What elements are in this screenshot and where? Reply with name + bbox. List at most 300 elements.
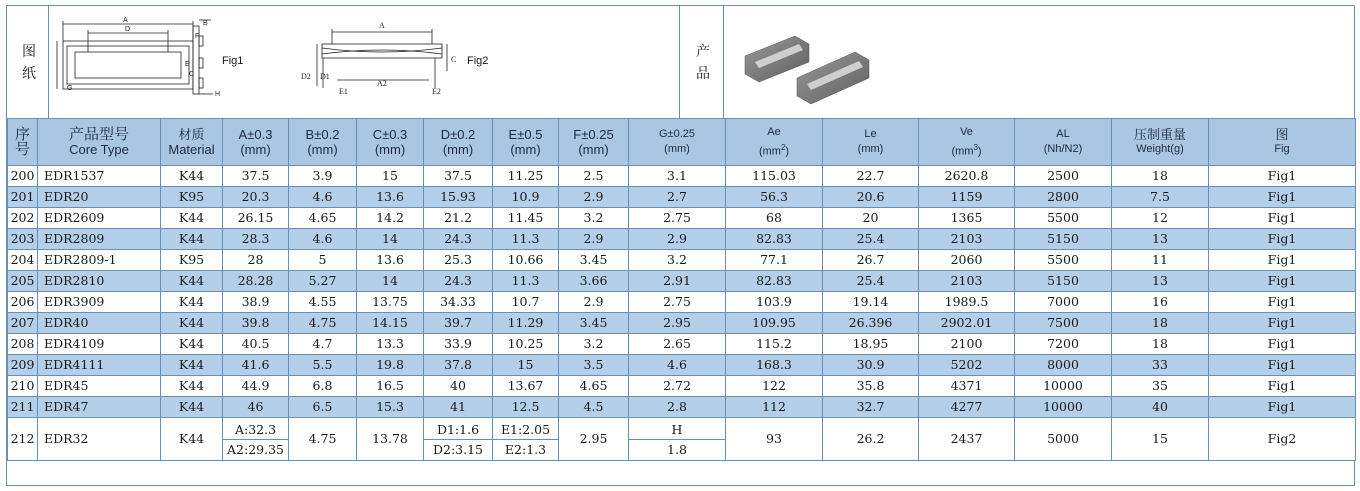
cell-a: 26.15 — [223, 208, 289, 229]
table-row — [8, 355, 1356, 376]
table-row — [8, 187, 1356, 208]
cell-ve: 2902.01 — [919, 313, 1015, 334]
cell-le: 18.95 — [823, 334, 919, 355]
cell-ve: 5202 — [919, 355, 1015, 376]
cell-f: 3.45 — [559, 250, 629, 271]
header-line: Le — [864, 128, 877, 140]
cell-d: 15.93 — [424, 187, 493, 208]
cell-ve: 2100 — [919, 334, 1015, 355]
header-line: F±0.25 — [573, 127, 614, 142]
cell-weight: 18 — [1112, 313, 1209, 334]
cell-c: 14.2 — [357, 208, 424, 229]
col-header-no — [8, 119, 38, 166]
cell-f: 3.66 — [559, 271, 629, 292]
cell-e: 11.29 — [493, 313, 559, 334]
header-line: G±0.25 — [658, 128, 695, 140]
cell-le: 25.4 — [823, 271, 919, 292]
cell-ae: 115.03 — [726, 166, 823, 187]
cell-a — [223, 418, 289, 461]
cell-ae: 122 — [726, 376, 823, 397]
table-row — [8, 208, 1356, 229]
header-line: (Nh/N2) — [1043, 143, 1083, 155]
cell-e: 12.5 — [493, 397, 559, 418]
cell-c: 14 — [357, 271, 424, 292]
cell-f: 2.9 — [559, 292, 629, 313]
cell-le: 25.4 — [823, 229, 919, 250]
cell-d: 41 — [424, 397, 493, 418]
header-line: Ae — [767, 125, 781, 138]
col-header-weight — [1112, 119, 1209, 166]
cell-a: 20.3 — [223, 187, 289, 208]
cell-ve: 4277 — [919, 397, 1015, 418]
col-header-f — [559, 119, 629, 166]
table-row — [8, 334, 1356, 355]
cell-d: 37.5 — [424, 166, 493, 187]
cell-f: 2.9 — [559, 229, 629, 250]
cell-f: 2.95 — [559, 418, 629, 461]
header-unit-close: ) — [785, 145, 790, 158]
cell-ve: 1365 — [919, 208, 1015, 229]
cell-f: 3.2 — [559, 334, 629, 355]
cell-no: 203 — [8, 229, 38, 250]
cell-c: 13.3 — [357, 334, 424, 355]
cell-ve: 2620.8 — [919, 166, 1015, 187]
table-header-row — [8, 119, 1356, 166]
cell-core-type: EDR2809-1 — [38, 250, 161, 271]
cell-c: 14.15 — [357, 313, 424, 334]
cell-c: 15 — [357, 166, 424, 187]
cell-g: 2.75 — [629, 292, 726, 313]
fig1-dim-label: B — [203, 20, 208, 27]
header-line: AL — [1056, 128, 1070, 140]
fig1-dim-label: E — [185, 61, 190, 68]
cell-ae: 103.9 — [726, 292, 823, 313]
table-row — [8, 250, 1356, 271]
col-header-a — [223, 119, 289, 166]
header-line: Fig — [1274, 143, 1290, 155]
cell-a: 44.9 — [223, 376, 289, 397]
cell-weight: 15 — [1112, 418, 1209, 461]
cell-b: 5.5 — [289, 355, 357, 376]
cell-c: 13.75 — [357, 292, 424, 313]
cell-f: 3.5 — [559, 355, 629, 376]
cell-b: 4.7 — [289, 334, 357, 355]
header-line: Material — [168, 142, 215, 157]
cell-e: 15 — [493, 355, 559, 376]
cell-core-type: EDR2810 — [38, 271, 161, 292]
col-header-g — [629, 119, 726, 166]
cell-g: 3.2 — [629, 250, 726, 271]
cell-le: 26.7 — [823, 250, 919, 271]
table-row — [8, 292, 1356, 313]
header-line — [919, 140, 1014, 160]
table-row — [8, 313, 1356, 334]
cell-no: 209 — [8, 355, 38, 376]
cell-core-type: EDR40 — [38, 313, 161, 334]
spec-sheet — [6, 5, 1355, 486]
cell-ve: 2103 — [919, 271, 1015, 292]
cell-material: K95 — [161, 187, 223, 208]
header-line: Core Type — [69, 142, 129, 157]
header-line: E±0.5 — [508, 127, 543, 142]
cell-no: 205 — [8, 271, 38, 292]
cell-fig: Fig1 — [1209, 271, 1356, 292]
cell-d: 24.3 — [424, 229, 493, 250]
col-header-le — [823, 119, 919, 166]
header-sup: 2 — [780, 142, 786, 152]
fig1-label: Fig1 — [222, 55, 244, 67]
cell-ve: 4371 — [919, 376, 1015, 397]
cell-b: 4.75 — [289, 313, 357, 334]
cell-g: 2.72 — [629, 376, 726, 397]
cell-core-type: EDR47 — [38, 397, 161, 418]
fig2-dim-label: D1 — [320, 72, 330, 81]
cell-weight: 35 — [1112, 376, 1209, 397]
cell-no: 200 — [8, 166, 38, 187]
cell-g1: H — [671, 421, 683, 437]
fig1-drawing — [53, 16, 233, 101]
cell-g: 2.8 — [629, 397, 726, 418]
cell-le: 30.9 — [823, 355, 919, 376]
cell-b: 4.6 — [289, 229, 357, 250]
cell-f: 3.45 — [559, 313, 629, 334]
cell-c: 16.5 — [357, 376, 424, 397]
header-line: (mm) — [240, 142, 271, 157]
cell-core-type: EDR3909 — [38, 292, 161, 313]
header-line: 压制重量 — [1133, 127, 1186, 142]
cell-a: 40.5 — [223, 334, 289, 355]
cell-weight: 13 — [1112, 229, 1209, 250]
cell-al: 10000 — [1015, 376, 1112, 397]
cell-d: 34.33 — [424, 292, 493, 313]
fig1-dim-label: H — [215, 91, 221, 98]
col-header-e — [493, 119, 559, 166]
cell-g: 3.1 — [629, 166, 726, 187]
cell-e: 10.66 — [493, 250, 559, 271]
cell-weight: 16 — [1112, 292, 1209, 313]
col-header-c — [357, 119, 424, 166]
cell-a: 41.6 — [223, 355, 289, 376]
cell-le: 32.7 — [823, 397, 919, 418]
cell-e: 10.7 — [493, 292, 559, 313]
header-line — [726, 140, 822, 160]
cell-weight: 33 — [1112, 355, 1209, 376]
cell-g: 2.65 — [629, 334, 726, 355]
cell-le: 26.396 — [823, 313, 919, 334]
cell-material: K44 — [161, 313, 223, 334]
cell-g — [629, 418, 726, 461]
cell-core-type: EDR4109 — [38, 334, 161, 355]
cell-material: K44 — [161, 229, 223, 250]
header-line: (mm) — [442, 142, 474, 157]
cell-b: 3.9 — [289, 166, 357, 187]
cell-d — [424, 418, 493, 461]
cell-fig: Fig1 — [1209, 313, 1356, 334]
cell-e: 11.3 — [493, 271, 559, 292]
cell-ae: 68 — [726, 208, 823, 229]
cell-al: 5150 — [1015, 271, 1112, 292]
cell-d: 37.8 — [424, 355, 493, 376]
drawing-label-char: 纸 — [22, 65, 36, 81]
cell-material: K44 — [161, 334, 223, 355]
col-header-d — [424, 119, 493, 166]
cell-fig: Fig1 — [1209, 355, 1356, 376]
header-line: B±0.2 — [305, 127, 340, 142]
cell-le: 20 — [823, 208, 919, 229]
cell-a: 28.28 — [223, 271, 289, 292]
header-unit: (mm — [758, 145, 781, 158]
cell-ve: 2437 — [919, 418, 1015, 461]
cell-fig: Fig1 — [1209, 376, 1356, 397]
header-line: Ve — [960, 125, 973, 138]
cell-core-type: EDR2809 — [38, 229, 161, 250]
cell-core-type: EDR4111 — [38, 355, 161, 376]
cell-ae: 112 — [726, 397, 823, 418]
cell-material: K44 — [161, 397, 223, 418]
cell-b: 5 — [289, 250, 357, 271]
cell-core-type: EDR32 — [38, 418, 161, 461]
header-unit-close: ) — [977, 145, 982, 158]
cell-weight: 18 — [1112, 166, 1209, 187]
cell-fig: Fig1 — [1209, 292, 1356, 313]
cell-a: 28 — [223, 250, 289, 271]
cell-fig: Fig1 — [1209, 334, 1356, 355]
cell-fig: Fig1 — [1209, 250, 1356, 271]
cell-b: 4.75 — [289, 418, 357, 461]
header-line: 序 — [14, 126, 30, 143]
cell-c: 14 — [357, 229, 424, 250]
cell-material: K44 — [161, 355, 223, 376]
col-header-fig — [1209, 119, 1356, 166]
table-row — [8, 229, 1356, 250]
cell-no: 210 — [8, 376, 38, 397]
cell-le: 35.8 — [823, 376, 919, 397]
fig2-dim-label: E2 — [432, 87, 441, 96]
cell-weight: 40 — [1112, 397, 1209, 418]
cell-f: 4.65 — [559, 376, 629, 397]
cell-al: 7000 — [1015, 292, 1112, 313]
cell-g: 2.91 — [629, 271, 726, 292]
cell-c: 15.3 — [357, 397, 424, 418]
cell-ae: 115.2 — [726, 334, 823, 355]
cell-weight: 7.5 — [1112, 187, 1209, 208]
cell-c: 13.6 — [357, 250, 424, 271]
cell-no: 211 — [8, 397, 38, 418]
cell-c: 13.78 — [357, 418, 424, 461]
header-line: (mm) — [664, 143, 690, 155]
fig2-dim-label: E1 — [339, 87, 348, 96]
cell-le: 26.2 — [823, 418, 919, 461]
fig2-dim-label: A2 — [377, 79, 387, 88]
drawing-label — [17, 40, 41, 84]
cell-weight: 18 — [1112, 334, 1209, 355]
cell-material: K44 — [161, 166, 223, 187]
cell-core-type: EDR1537 — [38, 166, 161, 187]
cell-no: 201 — [8, 187, 38, 208]
fig1-dim-label: C — [189, 71, 195, 78]
col-header-material — [161, 119, 223, 166]
fig1-dim-label: A — [123, 17, 128, 24]
cell-al: 7500 — [1015, 313, 1112, 334]
header-line: C±0.3 — [372, 127, 408, 142]
cell-b: 4.55 — [289, 292, 357, 313]
cell-d: 24.3 — [424, 271, 493, 292]
cell-g2: 1.8 — [629, 439, 725, 459]
col-header-core-type — [38, 119, 161, 166]
cell-fig: Fig1 — [1209, 229, 1356, 250]
cell-weight: 11 — [1112, 250, 1209, 271]
cell-al: 2500 — [1015, 166, 1112, 187]
cell-g: 2.9 — [629, 229, 726, 250]
header-line: 图 — [1275, 127, 1289, 142]
table-row — [8, 271, 1356, 292]
header-line: (mm) — [857, 143, 884, 155]
cell-le: 20.6 — [823, 187, 919, 208]
cell-e2: E2:1.3 — [493, 439, 558, 459]
header-line: Weight(g) — [1136, 143, 1184, 155]
cell-ae: 77.1 — [726, 250, 823, 271]
cell-e: 11.45 — [493, 208, 559, 229]
cell-weight: 13 — [1112, 271, 1209, 292]
col-header-al — [1015, 119, 1112, 166]
product-label-char: 产 — [696, 43, 710, 59]
cell-a2: A2:29.35 — [223, 439, 288, 459]
cell-e1: E1:2.05 — [500, 421, 551, 437]
cell-a: 37.5 — [223, 166, 289, 187]
cell-no: 206 — [8, 292, 38, 313]
cell-f: 4.5 — [559, 397, 629, 418]
header-line: (mm) — [510, 142, 541, 157]
cell-al: 5000 — [1015, 418, 1112, 461]
product-photo — [737, 34, 877, 109]
cell-material: K44 — [161, 271, 223, 292]
cell-material: K44 — [161, 418, 223, 461]
cell-core-type: EDR45 — [38, 376, 161, 397]
cell-a1: A:32.3 — [234, 421, 277, 437]
fig2-dim-label: A — [379, 21, 385, 30]
header-line: 材质 — [178, 127, 205, 142]
fig1-dim-label: D — [125, 26, 131, 33]
header-line: A±0.3 — [238, 127, 273, 142]
header-line: 号 — [14, 141, 30, 158]
cell-ae: 82.83 — [726, 271, 823, 292]
cell-d: 39.7 — [424, 313, 493, 334]
header-line: (mm) — [374, 142, 406, 157]
product-label-char: 品 — [696, 65, 710, 81]
cell-fig: Fig1 — [1209, 208, 1356, 229]
cell-ae: 56.3 — [726, 187, 823, 208]
header-line: (mm) — [307, 142, 338, 157]
cell-le: 22.7 — [823, 166, 919, 187]
table-row — [8, 166, 1356, 187]
cell-c: 19.8 — [357, 355, 424, 376]
cell-material: K44 — [161, 376, 223, 397]
cell-f: 2.9 — [559, 187, 629, 208]
cell-d2: D2:3.15 — [424, 439, 492, 459]
cell-no: 204 — [8, 250, 38, 271]
cell-ae: 168.3 — [726, 355, 823, 376]
cell-no: 212 — [8, 418, 38, 461]
col-header-ae — [726, 119, 823, 166]
cell-ae: 109.95 — [726, 313, 823, 334]
col-header-ve — [919, 119, 1015, 166]
table-row — [8, 376, 1356, 397]
cell-fig: Fig1 — [1209, 187, 1356, 208]
cell-b: 6.8 — [289, 376, 357, 397]
divider — [48, 6, 49, 118]
cell-e: 13.67 — [493, 376, 559, 397]
cell-al: 5500 — [1015, 250, 1112, 271]
cell-ae: 93 — [726, 418, 823, 461]
cell-e — [493, 418, 559, 461]
table-row — [8, 418, 1356, 461]
cell-al: 7200 — [1015, 334, 1112, 355]
cell-d: 40 — [424, 376, 493, 397]
fig1-dim-label: G — [67, 85, 73, 92]
divider — [723, 6, 724, 118]
cell-fig: Fig1 — [1209, 397, 1356, 418]
cell-fig: Fig1 — [1209, 166, 1356, 187]
cell-ve: 1159 — [919, 187, 1015, 208]
cell-a: 39.8 — [223, 313, 289, 334]
cell-a: 46 — [223, 397, 289, 418]
cell-b: 6.5 — [289, 397, 357, 418]
fig2-dim-label: C — [451, 55, 457, 64]
divider — [679, 6, 680, 118]
cell-d1: D1:1.6 — [436, 421, 480, 437]
fig2-dim-label: D2 — [301, 72, 311, 81]
cell-e: 10.9 — [493, 187, 559, 208]
cell-g: 2.7 — [629, 187, 726, 208]
cell-core-type: EDR2609 — [38, 208, 161, 229]
fig2-drawing — [297, 16, 462, 101]
cell-e: 10.25 — [493, 334, 559, 355]
cell-d: 33.9 — [424, 334, 493, 355]
drawing-band — [7, 6, 1354, 119]
cell-al: 10000 — [1015, 397, 1112, 418]
cell-d: 25.3 — [424, 250, 493, 271]
cell-b: 4.6 — [289, 187, 357, 208]
header-line: 产品型号 — [68, 126, 129, 143]
cell-no: 208 — [8, 334, 38, 355]
cell-b: 5.27 — [289, 271, 357, 292]
cell-g: 2.95 — [629, 313, 726, 334]
cell-a: 38.9 — [223, 292, 289, 313]
cell-ve: 2060 — [919, 250, 1015, 271]
cell-material: K44 — [161, 208, 223, 229]
drawing-label-char: 图 — [22, 43, 36, 59]
product-label — [691, 40, 715, 84]
cell-no: 207 — [8, 313, 38, 334]
fig1-dim-label: F — [195, 33, 200, 40]
cell-no: 202 — [8, 208, 38, 229]
cell-fig: Fig2 — [1209, 418, 1356, 461]
cell-al: 2800 — [1015, 187, 1112, 208]
cell-ve: 1989.5 — [919, 292, 1015, 313]
header-line: (mm) — [578, 142, 609, 157]
cell-material: K95 — [161, 250, 223, 271]
table-row — [8, 397, 1356, 418]
header-sup: 3 — [973, 142, 978, 152]
cell-g: 4.6 — [629, 355, 726, 376]
cell-al: 8000 — [1015, 355, 1112, 376]
cell-c: 13.6 — [357, 187, 424, 208]
header-unit: (mm — [951, 145, 974, 158]
cell-al: 5500 — [1015, 208, 1112, 229]
cell-ve: 2103 — [919, 229, 1015, 250]
cell-core-type: EDR20 — [38, 187, 161, 208]
cell-a: 28.3 — [223, 229, 289, 250]
